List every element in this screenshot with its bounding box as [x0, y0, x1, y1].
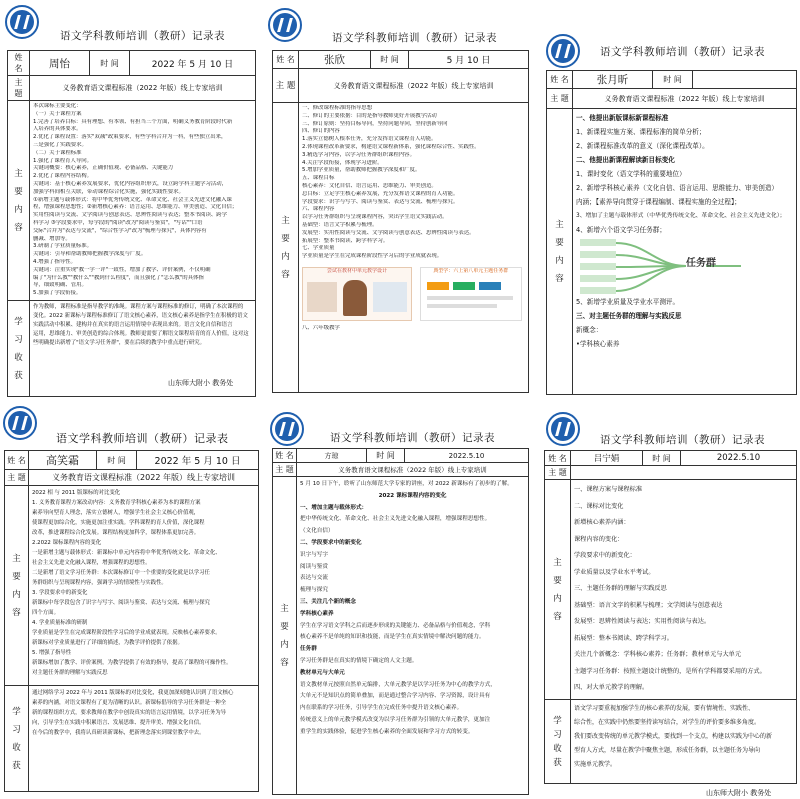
time-label: 时 间 [643, 451, 681, 466]
doc-title: 语文学科教师培训（教研）记录表 [600, 46, 765, 58]
record-sheet-3 [540, 0, 800, 400]
content-label: 主 要 内 容 [273, 103, 299, 393]
topic-value: 义务教育语文课程标准（2022 年版）线上专家培训 [573, 89, 797, 109]
time-value: 5 月 10 日 [409, 51, 529, 69]
record-sheet-6 [540, 402, 800, 799]
footer: 山东师大附小 教务处 [168, 379, 234, 387]
time-label: 时 间 [653, 71, 693, 89]
name-label: 姓 名 [545, 451, 571, 466]
name-label: 姓 名 [273, 51, 299, 69]
time-label: 时 间 [371, 51, 409, 69]
content-body: 2022 相 与 2011 版课标的对比变化 1. 义务教育课程方案改动内容：义务教育学科核心素养为本的课程方案 素养导向型育人理念，落实立德树人，增强学生社会主义核心价值观， 使课程更加综合化，实施更加注重实践。学科课程的育人价值，深化课程 改革，推进课程综合化发展。课程结构更加科学，课程体系更加完善。 2.2022 课标课程内容的变化 一是新增主题与载体形式：新课标中单元内容将中华优秀传统文化、革命文化、 社会主义先进文化融入课程，增强课程的思想性。 二是新增了语文学习任务群：本次课标修订中一个重要的变化就是以学习任 务群组织与呈现课程内容，强调学习的情境性与实践性。 3. 学段要求中的新变化 新课标中每学段包含了识字与写字、阅读与鉴赏、表达与交流、梳理与探究 四个方面。 4. 学业质量标准的研制 学业质量是学生在完成课程阶段性学习后的学业成就表现。反映核心素养要求。 新课标对学业质量进行了详细的描述，为教学评价提供了依据。 5. 增强了指导性 新课标增加了教学、评价案例，为教学提供了有效的指导，提高了课程的可操作性。 对主题任务群的理解与实践反思 [29, 486, 259, 686]
content-label: 主 要 内 容 [8, 101, 30, 301]
topic-label: 主 题 [545, 466, 571, 480]
topic-label: 主 题 [547, 89, 573, 109]
name-value: 高笑霜 [29, 451, 97, 470]
record-sheet-2 [268, 0, 530, 400]
time-value [693, 71, 797, 89]
time-label: 时 间 [97, 451, 137, 470]
name-value: 张月昕 [573, 71, 653, 89]
doc-title: 语文学科教师培训（教研）记录表 [56, 432, 229, 445]
content-body: 一、修改课程标准的指导思想 二、修订的主要依据：目的是指导教师更好开展教学活动 三、修订原则：坚持目标导向，坚持问题导向，坚持创新导向 四、修订的内容 1.落实立德树人根本任务，充分发挥语文课程育人功能。 2.体现课程改革新要求，构建语文课程新体系，强化课程综合性、实践性。 3.精选学习内容，以学习任务群组织课程内容。 4.关注学段衔接，体现学习进阶。 5.增加学业质量，帮助教师把握教学深度和广度。 五、课程目标 核心素养：文化自信、语言运用、思维能力、审美创造。 总目标：立足学生核心素养发展，充分发挥语文课程的育人功能。 学段要求：识字与写字、阅读与鉴赏、表达与交流、梳理与探究。 六、课程内容 以学习任务群组织与呈现课程内容，突出学生语文实践活动。 基础型：语言文字积累与梳理。 发展型：实用性阅读与交流、文学阅读与创意表达、思辨性阅读与表达。 拓展型：整本书阅读、跨学科学习。 七、学业质量 学业质量是学生在完成课程阶段性学习后的学业成就表现。 尝试在教材中单元教学设计 典型学：六上第八单元主题任务群 八、六年级教学 [299, 103, 529, 393]
school-logo-icon [546, 34, 580, 68]
topic-value [571, 466, 797, 480]
gain-label: 学 习 收 获 [5, 686, 29, 792]
content-body: 本次课标主要变化： （一）关于课程方案 1.完善了培养目标：具有理想、有本领、有担当三个方面，明确义务教育阶段时代新 人培养的具体要求。 2.优化了课程设置：落实"双减"政策要求，有些学科合并为一科，有些独立出来， 三是强化了实践要求。 （二）关于课程标准 1.强化了课程育人导向。 关键词概要：核心素养，正确价值观、必备品格、关键能力 2.优化了课程内容结构。 关键词：基于核心素养发展要求，优化内容组织形式，设立跨学科主题学习活动， 加强学科间相互关联，带动课程综合化实施，强化实践性要求。 ①新增主题与载体形式：将中华优秀传统文化、革命文化、社会主义先进文化融入课 程，增强课程思想性；②新增核心素养：语言运用、思维能力、审美创造、文化自信； 实用性阅读与交流、文学阅读与创意表达、思辨性阅读与表达；整本书阅读、跨学 科学习 ③学段要求中，每学段的"阅读"改为"阅读与鉴赏"，"写话""口语 交际"合并为"表达与交流"，"综合性学习"改为"梳理与探究"，具体内容有 删减、增加等。 3.研制了学业质量标准。 关键词：引导和帮助教师把握教学深度与广度。 4.增强了指导性。 关键词：注重实现"教一学一评"一致性，增加了教学、评价案例，不仅明确 编了"为什么教""教什么""教到什么程度"，而且强化了"怎么教"的具体指 导，细致明确、管用。 5.加强了学段衔接。 [30, 101, 256, 301]
footer: 山东师大附小 教务处 [706, 789, 772, 797]
doc-title: 语文学科教师培训（教研）记录表 [600, 434, 765, 446]
content-label: 主 要 内 容 [5, 486, 29, 686]
gain-body: 语文学习要重视加强学生的核心素养的发展，要有情境性、实践性、 综合性，在实践中仍然要坚持读写结合，对学生的评价要多维多角度。 我们要改变传统的单元教学模式，要找到一个支点，构建以实践为中心的新 型育人方式，尽量在教学中聚焦主题，形成任务群，以主题任务为导向 实施单元教学。 [571, 700, 797, 784]
name-value: 吕宁娟 [571, 451, 643, 466]
name-label: 姓 名 [8, 51, 30, 76]
topic-value: 义务教育语文课程标准（2022 年版）线上专家培训 [297, 463, 529, 477]
gain-body: 作为教师，课程标准是指导教学的准绳。课程方案与课程标准的修订，明确了本次课程的 变化。2022 新课标与课程标准修订了语文核心素养，语文核心素养是指学生在积极的语文 实践活动中积累、建构并在真实的语言运用情境中表现出来的。语言文化自信和语言 运用，思维能力、审美创造的综合体现。教师更需要了解语文课程培育的育人价值，这对这 些明确提出新增了"语文学习任务群"，要在后续的教学中重点进行研究。 [30, 301, 256, 397]
time-label: 时 间 [367, 449, 405, 463]
topic-label: 主 题 [273, 69, 299, 103]
content-body: 5 月 10 日下午，聆听了山东师范大学专家的讲座，对 2022 新课标有了初步的了解。 2022 课标课程内容的变化 一、增加主题与载体形式： 把中华传统文化、革命文化、社会主义先进文化融入课程，增强课程思想性。 （文化自信） 二、学段要求中的新变化 识字与写字 阅读与鉴赏 表达与交流 梳理与探究 三、关注几个新的概念 学科核心素养 学生在学习语文学科之后而逐步形成的关键能力、必备品格与价值观念，学科 核心素养不是单纯的知识和技能，而是学生在真实情境中解决问题的能力。 任务群 学习任务群是在真实的情境下确定的人文主题。 教材单元与大单元 语文教材单元按照自然单元编排，大单元教学是以学习任务为中心的教学方式， 大单元不是知识点的简单叠加，而是通过整合学习内容、学习资源，设计具有 内在联系的学习任务，引导学生在完成任务中提升语文核心素养。 传统意义上的单元教学模式改变为以学习任务群为引领的大单元教学，更加注 重学生的实践体验，促进学生核心素养的全面发展和学习方式的转变。 [297, 477, 529, 795]
doc-title: 语文学科教师培训（教研）记录表 [332, 32, 497, 44]
school-logo-icon [268, 8, 302, 42]
slide-image-left: 尝试在教材中单元教学设计 [302, 267, 412, 321]
mindmap-graphic [576, 237, 786, 295]
content-label: 主 要 内 容 [547, 109, 573, 395]
record-sheet-4 [0, 402, 262, 799]
doc-title: 语文学科教师培训（教研）记录表 [330, 432, 495, 444]
topic-label: 主 题 [5, 470, 29, 486]
record-table [272, 50, 529, 393]
content-body: 一、课程方案与课程标准 二、课标对比变化 新增核心素养内涵： 课程内容的变化： 学段要求中的新变化： 学业质量以及学业水平考试。 三、主题任务群的理解与实践反思 基础型：语言文字的积累与梳理；文学阅读与创意表达 发展型：思辨性阅读与表达；实用性阅读与表达。 拓展型：整本书阅读、跨学科学习。 关注几个新概念：学科核心素养；任务群；教材单元与大单元 主题学习任务群：按照主题设计统整的，是所有学科都要采用的方式。 四、对大单元教学的理解。 [571, 480, 797, 700]
topic-label: 主 题 [273, 463, 297, 477]
gain-label: 学 习 收 获 [545, 700, 571, 784]
topic-label: 主 题 [8, 76, 30, 101]
record-table [7, 50, 256, 397]
name-label: 姓 名 [547, 71, 573, 89]
content-label: 主 要 内 容 [545, 480, 571, 700]
gain-label: 学 习 收 获 [8, 301, 30, 397]
school-logo-icon [546, 412, 580, 446]
record-sheet-1 [0, 0, 258, 400]
content-label: 主 要 内 容 [273, 477, 297, 795]
time-value: 2022 年 5 月 10 日 [137, 451, 259, 470]
content-body: 一、他提出新版课标新课程标准 1、新课程实施方案、课程标准的简单分析； 2、新课程标准改革的意义（深化课程改革）。 二、他提出新课程解读新目标变化 1、课时变化（语文学科的重要地位） 2、新增学科核心素养（文化自信、语言运用、思维能力、审美创造） 内涵；【素养导向贯穿于课程编制、课程实施的全过程】； 3、增加了主题与载体形式（中华优秀传统文化、革命文化、社会主义先进文化）； 4、新增六个语文学习任务群； 任务群 5、新增学业质量及学业水平测评。 三、对主题任务群的理解与实践反思 新概念： •学科核心素养 [573, 109, 797, 395]
name-label: 姓 名 [5, 451, 29, 470]
slide-image-right: 典型学：六上第八单元主题任务群 [420, 267, 522, 321]
mindmap-center-label: 任务群 [686, 258, 716, 269]
record-table [4, 450, 259, 792]
task-group-mindmap [576, 237, 793, 295]
name-value: 周怡 [30, 51, 90, 76]
record-table [272, 448, 529, 795]
time-value: 2022.5.10 [681, 451, 797, 466]
gain-body: 通过网络学习 2022 年与 2011 版课标的对比变化，我更加深刻地认识到了语文核心 素养的内涵，对语文课程有了更为清晰的认识。新课标倡导的学习任务群是一种全 新的课程组织方式，要求教师在教学中创设真实的语言运用情境，以学习任务为导 向，引导学生在实践中积累语言、发展思维、提升审美、增强文化自信。 在今后的教学中，我将认真研读新课标，把新理念落实到课堂教学中去。 [29, 686, 259, 792]
record-table [546, 70, 797, 395]
record-table [544, 450, 797, 784]
school-logo-icon [3, 406, 37, 440]
time-value: 2022 年 5 月 10 日 [130, 51, 256, 76]
record-sheet-5 [270, 402, 532, 799]
school-logo-icon [5, 5, 39, 39]
topic-value: 义务教育语文课程标准（2022 年版）线上专家培训 [29, 470, 259, 486]
topic-value: 义务教育语文课程标准（2022 年版）线上专家培训 [299, 69, 529, 103]
name-label: 姓 名 [273, 449, 297, 463]
doc-title: 语文学科教师培训（教研）记录表 [60, 30, 225, 42]
person-icon [343, 280, 367, 316]
name-value: 张欣 [299, 51, 371, 69]
topic-value: 义务教育语文课程标准（2022 年版）线上专家培训 [30, 76, 256, 101]
time-value: 2022.5.10 [405, 449, 529, 463]
name-value: 方琼 [297, 449, 367, 463]
time-label: 时 间 [90, 51, 130, 76]
school-logo-icon [270, 412, 304, 446]
